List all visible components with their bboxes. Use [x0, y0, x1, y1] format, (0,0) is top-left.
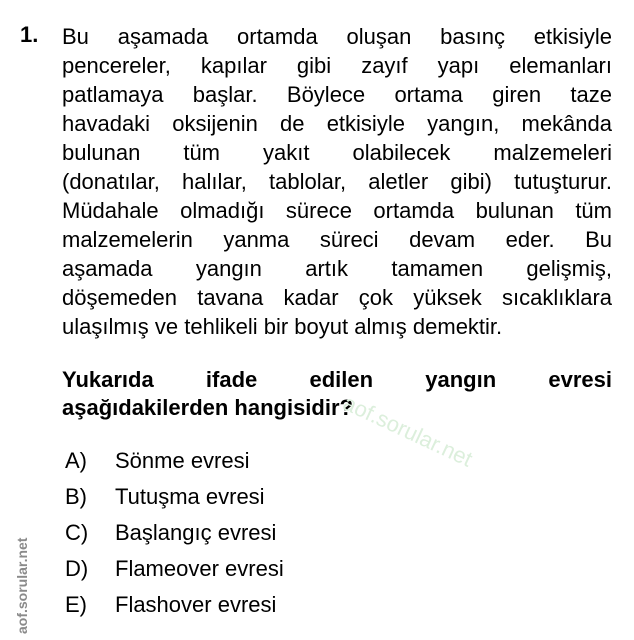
- option-text: Başlangıç evresi: [115, 520, 277, 545]
- option-c[interactable]: [65, 518, 284, 554]
- passage-line: bulunan tüm yakıt olabilecek malzemeleri: [62, 140, 612, 165]
- option-text: Flameover evresi: [115, 556, 284, 581]
- prompt-line: aşağıdakilerden hangisidir?: [62, 395, 353, 420]
- prompt-line: Yukarıda ifade edilen yangın evresi: [62, 367, 612, 392]
- question-number: 1.: [20, 22, 39, 47]
- option-letter: D): [65, 556, 89, 581]
- passage-line: patlamaya başlar. Böylece ortama giren taze: [62, 82, 612, 107]
- option-letter: E): [65, 592, 87, 617]
- passage-line: ulaşılmış ve tehlikeli bir boyut almış demektir.: [62, 314, 503, 339]
- question-prompt: [62, 366, 612, 422]
- option-b[interactable]: [65, 482, 284, 518]
- passage-line: döşemeden tavana kadar çok yüksek sıcaklıklara: [62, 285, 612, 310]
- option-letter: C): [65, 520, 89, 545]
- side-watermark: aof.sorular.net: [14, 537, 30, 634]
- answer-options: [65, 446, 284, 626]
- option-d[interactable]: [65, 554, 284, 590]
- question-passage: [62, 22, 612, 341]
- passage-line: Müdahale olmadığı sürece ortamda bulunan tüm: [62, 198, 612, 223]
- passage-line: Bu aşamada ortamda oluşan basınç etkisiyle: [62, 24, 612, 49]
- passage-line: (donatılar, halılar, tablolar, aletler gibi) tutuşturur.: [62, 169, 612, 194]
- option-e[interactable]: [65, 590, 284, 626]
- option-text: Tutuşma evresi: [115, 484, 265, 509]
- option-text: Flashover evresi: [115, 592, 277, 617]
- option-a[interactable]: [65, 446, 284, 482]
- option-text: Sönme evresi: [115, 448, 250, 473]
- passage-line: aşamada yangın artık tamamen gelişmiş,: [62, 256, 612, 281]
- passage-line: pencereler, kapılar gibi zayıf yapı elemanları: [62, 53, 612, 78]
- option-letter: B): [65, 484, 87, 509]
- passage-line: havadaki oksijenin de etkisiyle yangın, mekânda: [62, 111, 612, 136]
- option-letter: A): [65, 448, 87, 473]
- passage-line: malzemelerin yanma süreci devam eder. Bu: [62, 227, 612, 252]
- watermark: aof.sorular.net: [339, 390, 477, 472]
